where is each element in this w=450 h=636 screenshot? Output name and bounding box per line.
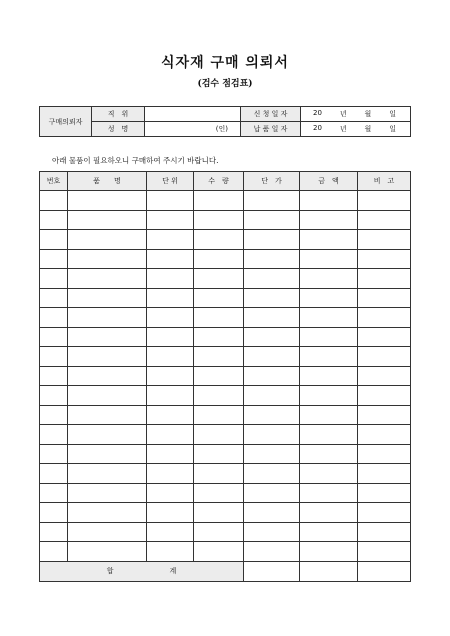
number-cell[interactable] — [40, 405, 68, 425]
table-row — [40, 405, 411, 425]
item-name-cell[interactable] — [68, 230, 147, 250]
number-cell[interactable] — [40, 230, 68, 250]
item-name-cell[interactable] — [68, 503, 147, 523]
number-cell[interactable] — [40, 425, 68, 445]
table-row — [40, 366, 411, 386]
amount-cell[interactable] — [300, 483, 358, 503]
number-cell[interactable] — [40, 288, 68, 308]
unit-cell[interactable] — [147, 386, 194, 406]
number-cell[interactable] — [40, 269, 68, 289]
remarks-cell[interactable] — [358, 425, 411, 445]
delivery-day-label: 일 — [389, 125, 396, 133]
number-cell[interactable] — [40, 522, 68, 542]
number-cell[interactable] — [40, 386, 68, 406]
header-quantity: 수 량 — [194, 172, 244, 191]
unit-cell[interactable] — [147, 366, 194, 386]
table-row — [40, 483, 411, 503]
total-row — [40, 561, 411, 581]
table-row — [40, 210, 411, 230]
unit-price-cell[interactable] — [244, 386, 300, 406]
header-amount: 금 액 — [300, 172, 358, 191]
table-row — [40, 503, 411, 523]
table-row — [40, 308, 411, 328]
table-row — [40, 249, 411, 269]
amount-cell[interactable] — [300, 191, 358, 211]
amount-cell[interactable] — [300, 210, 358, 230]
delivery-date-field[interactable] — [301, 122, 411, 137]
unit-price-cell[interactable] — [244, 249, 300, 269]
item-name-cell[interactable] — [68, 522, 147, 542]
delivery-date-prefix: 20 — [313, 124, 322, 132]
unit-cell[interactable] — [147, 483, 194, 503]
total-remarks-cell[interactable] — [358, 561, 411, 581]
amount-cell[interactable] — [300, 386, 358, 406]
remarks-cell[interactable] — [358, 366, 411, 386]
item-name-cell[interactable] — [68, 542, 147, 562]
table-row — [40, 288, 411, 308]
unit-price-cell[interactable] — [244, 288, 300, 308]
quantity-cell[interactable] — [194, 444, 244, 464]
unit-cell[interactable] — [147, 288, 194, 308]
table-row — [40, 444, 411, 464]
requester-label: 구매의뢰자 — [40, 107, 92, 137]
quantity-cell[interactable] — [194, 522, 244, 542]
unit-cell[interactable] — [147, 230, 194, 250]
number-cell[interactable] — [40, 542, 68, 562]
unit-cell[interactable] — [147, 405, 194, 425]
apply-date-field[interactable] — [301, 107, 411, 122]
unit-price-cell[interactable] — [244, 347, 300, 367]
unit-price-cell[interactable] — [244, 308, 300, 328]
remarks-cell[interactable] — [358, 308, 411, 328]
unit-cell[interactable] — [147, 269, 194, 289]
position-label: 직 위 — [92, 107, 145, 122]
remarks-cell[interactable] — [358, 464, 411, 484]
amount-cell[interactable] — [300, 249, 358, 269]
unit-price-cell[interactable] — [244, 191, 300, 211]
quantity-cell[interactable] — [194, 483, 244, 503]
remarks-cell[interactable] — [358, 249, 411, 269]
amount-cell[interactable] — [300, 542, 358, 562]
quantity-cell[interactable] — [194, 327, 244, 347]
table-row — [40, 269, 411, 289]
amount-cell[interactable] — [300, 444, 358, 464]
table-row — [40, 191, 411, 211]
item-name-cell[interactable] — [68, 386, 147, 406]
remarks-cell[interactable] — [358, 347, 411, 367]
unit-price-cell[interactable] — [244, 210, 300, 230]
remarks-cell[interactable] — [358, 327, 411, 347]
amount-cell[interactable] — [300, 308, 358, 328]
request-notice: 아래 물품이 필요하오니 구매하여 주시기 바랍니다. — [52, 156, 219, 165]
unit-cell[interactable] — [147, 444, 194, 464]
item-name-cell[interactable] — [68, 464, 147, 484]
unit-price-cell[interactable] — [244, 464, 300, 484]
unit-cell[interactable] — [147, 308, 194, 328]
table-row — [40, 425, 411, 445]
unit-cell[interactable] — [147, 327, 194, 347]
header-number: 번호 — [40, 172, 68, 191]
unit-price-cell[interactable] — [244, 522, 300, 542]
quantity-cell[interactable] — [194, 308, 244, 328]
remarks-cell[interactable] — [358, 444, 411, 464]
purchase-items-table — [39, 171, 411, 582]
number-cell[interactable] — [40, 444, 68, 464]
number-cell[interactable] — [40, 249, 68, 269]
number-cell[interactable] — [40, 347, 68, 367]
delivery-month-label: 월 — [364, 125, 372, 133]
apply-date-label: 신 청 일 자 — [241, 107, 301, 122]
amount-cell[interactable] — [300, 347, 358, 367]
quantity-cell[interactable] — [194, 405, 244, 425]
remarks-cell[interactable] — [358, 269, 411, 289]
header-unit: 단 위 — [147, 172, 194, 191]
item-name-cell[interactable] — [68, 366, 147, 386]
name-label: 성 명 — [92, 122, 145, 137]
unit-price-cell[interactable] — [244, 366, 300, 386]
remarks-cell[interactable] — [358, 503, 411, 523]
quantity-cell[interactable] — [194, 249, 244, 269]
unit-cell[interactable] — [147, 347, 194, 367]
amount-cell[interactable] — [300, 230, 358, 250]
quantity-cell[interactable] — [194, 542, 244, 562]
unit-cell[interactable] — [147, 249, 194, 269]
apply-year-label: 년 — [339, 110, 347, 118]
quantity-cell[interactable] — [194, 230, 244, 250]
unit-price-cell[interactable] — [244, 269, 300, 289]
unit-price-cell[interactable] — [244, 230, 300, 250]
item-name-cell[interactable] — [68, 288, 147, 308]
position-field[interactable] — [145, 107, 241, 122]
number-cell[interactable] — [40, 327, 68, 347]
unit-cell[interactable] — [147, 522, 194, 542]
unit-price-cell[interactable] — [244, 483, 300, 503]
amount-cell[interactable] — [300, 405, 358, 425]
quantity-cell[interactable] — [194, 503, 244, 523]
table-row — [40, 386, 411, 406]
remarks-cell[interactable] — [358, 210, 411, 230]
item-name-cell[interactable] — [68, 269, 147, 289]
item-name-cell[interactable] — [68, 444, 147, 464]
number-cell[interactable] — [40, 503, 68, 523]
quantity-cell[interactable] — [194, 386, 244, 406]
remarks-cell[interactable] — [358, 386, 411, 406]
total-amount-cell[interactable] — [300, 561, 358, 581]
remarks-cell[interactable] — [358, 522, 411, 542]
item-name-cell[interactable] — [68, 327, 147, 347]
amount-cell[interactable] — [300, 503, 358, 523]
quantity-cell[interactable] — [194, 210, 244, 230]
item-name-cell[interactable] — [68, 191, 147, 211]
unit-price-cell[interactable] — [244, 425, 300, 445]
document-title: 식자재 구매 의뢰서 — [161, 55, 289, 71]
amount-cell[interactable] — [300, 522, 358, 542]
unit-cell[interactable] — [147, 503, 194, 523]
total-label-right: 계 — [169, 567, 177, 575]
amount-cell[interactable] — [300, 464, 358, 484]
item-name-cell[interactable] — [68, 347, 147, 367]
quantity-cell[interactable] — [194, 464, 244, 484]
header-unit-price: 단 가 — [244, 172, 300, 191]
total-label — [40, 561, 244, 581]
delivery-date-label: 납 품 일 자 — [241, 122, 301, 137]
apply-month-label: 월 — [364, 110, 372, 118]
number-cell[interactable] — [40, 191, 68, 211]
unit-price-cell[interactable] — [244, 444, 300, 464]
unit-cell[interactable] — [147, 210, 194, 230]
item-name-cell[interactable] — [68, 210, 147, 230]
amount-cell[interactable] — [300, 288, 358, 308]
amount-cell[interactable] — [300, 269, 358, 289]
number-cell[interactable] — [40, 308, 68, 328]
table-header-row — [40, 172, 411, 191]
quantity-cell[interactable] — [194, 269, 244, 289]
table-row — [40, 522, 411, 542]
unit-price-cell[interactable] — [244, 405, 300, 425]
unit-price-cell[interactable] — [244, 503, 300, 523]
quantity-cell[interactable] — [194, 288, 244, 308]
remarks-cell[interactable] — [358, 191, 411, 211]
item-name-cell[interactable] — [68, 405, 147, 425]
unit-price-cell[interactable] — [244, 327, 300, 347]
remarks-cell[interactable] — [358, 483, 411, 503]
unit-cell[interactable] — [147, 464, 194, 484]
total-label-left: 합 — [106, 567, 114, 575]
document-subtitle: (검수 점검표) — [197, 79, 253, 89]
number-cell[interactable] — [40, 464, 68, 484]
table-row — [40, 347, 411, 367]
table-row — [40, 327, 411, 347]
quantity-cell[interactable] — [194, 366, 244, 386]
seal-label: (인) — [215, 125, 228, 133]
delivery-year-label: 년 — [339, 125, 347, 133]
apply-date-prefix: 20 — [313, 109, 322, 117]
remarks-cell[interactable] — [358, 230, 411, 250]
unit-cell[interactable] — [147, 191, 194, 211]
header-remarks: 비 고 — [358, 172, 411, 191]
item-name-cell[interactable] — [68, 483, 147, 503]
quantity-cell[interactable] — [194, 425, 244, 445]
apply-day-label: 일 — [389, 110, 396, 118]
remarks-cell[interactable] — [358, 405, 411, 425]
number-cell[interactable] — [40, 483, 68, 503]
unit-price-cell[interactable] — [244, 542, 300, 562]
requester-info-table — [39, 106, 411, 137]
item-name-cell[interactable] — [68, 425, 147, 445]
table-row — [40, 230, 411, 250]
item-name-cell[interactable] — [68, 308, 147, 328]
quantity-cell[interactable] — [194, 191, 244, 211]
quantity-cell[interactable] — [194, 347, 244, 367]
amount-cell[interactable] — [300, 366, 358, 386]
name-field[interactable] — [145, 122, 241, 137]
item-name-cell[interactable] — [68, 249, 147, 269]
table-row — [40, 464, 411, 484]
amount-cell[interactable] — [300, 327, 358, 347]
unit-cell[interactable] — [147, 542, 194, 562]
number-cell[interactable] — [40, 210, 68, 230]
number-cell[interactable] — [40, 366, 68, 386]
remarks-cell[interactable] — [358, 542, 411, 562]
header-item-name: 품 명 — [68, 172, 147, 191]
table-row — [40, 542, 411, 562]
unit-cell[interactable] — [147, 425, 194, 445]
total-unit-price-cell[interactable] — [244, 561, 300, 581]
remarks-cell[interactable] — [358, 288, 411, 308]
amount-cell[interactable] — [300, 425, 358, 445]
